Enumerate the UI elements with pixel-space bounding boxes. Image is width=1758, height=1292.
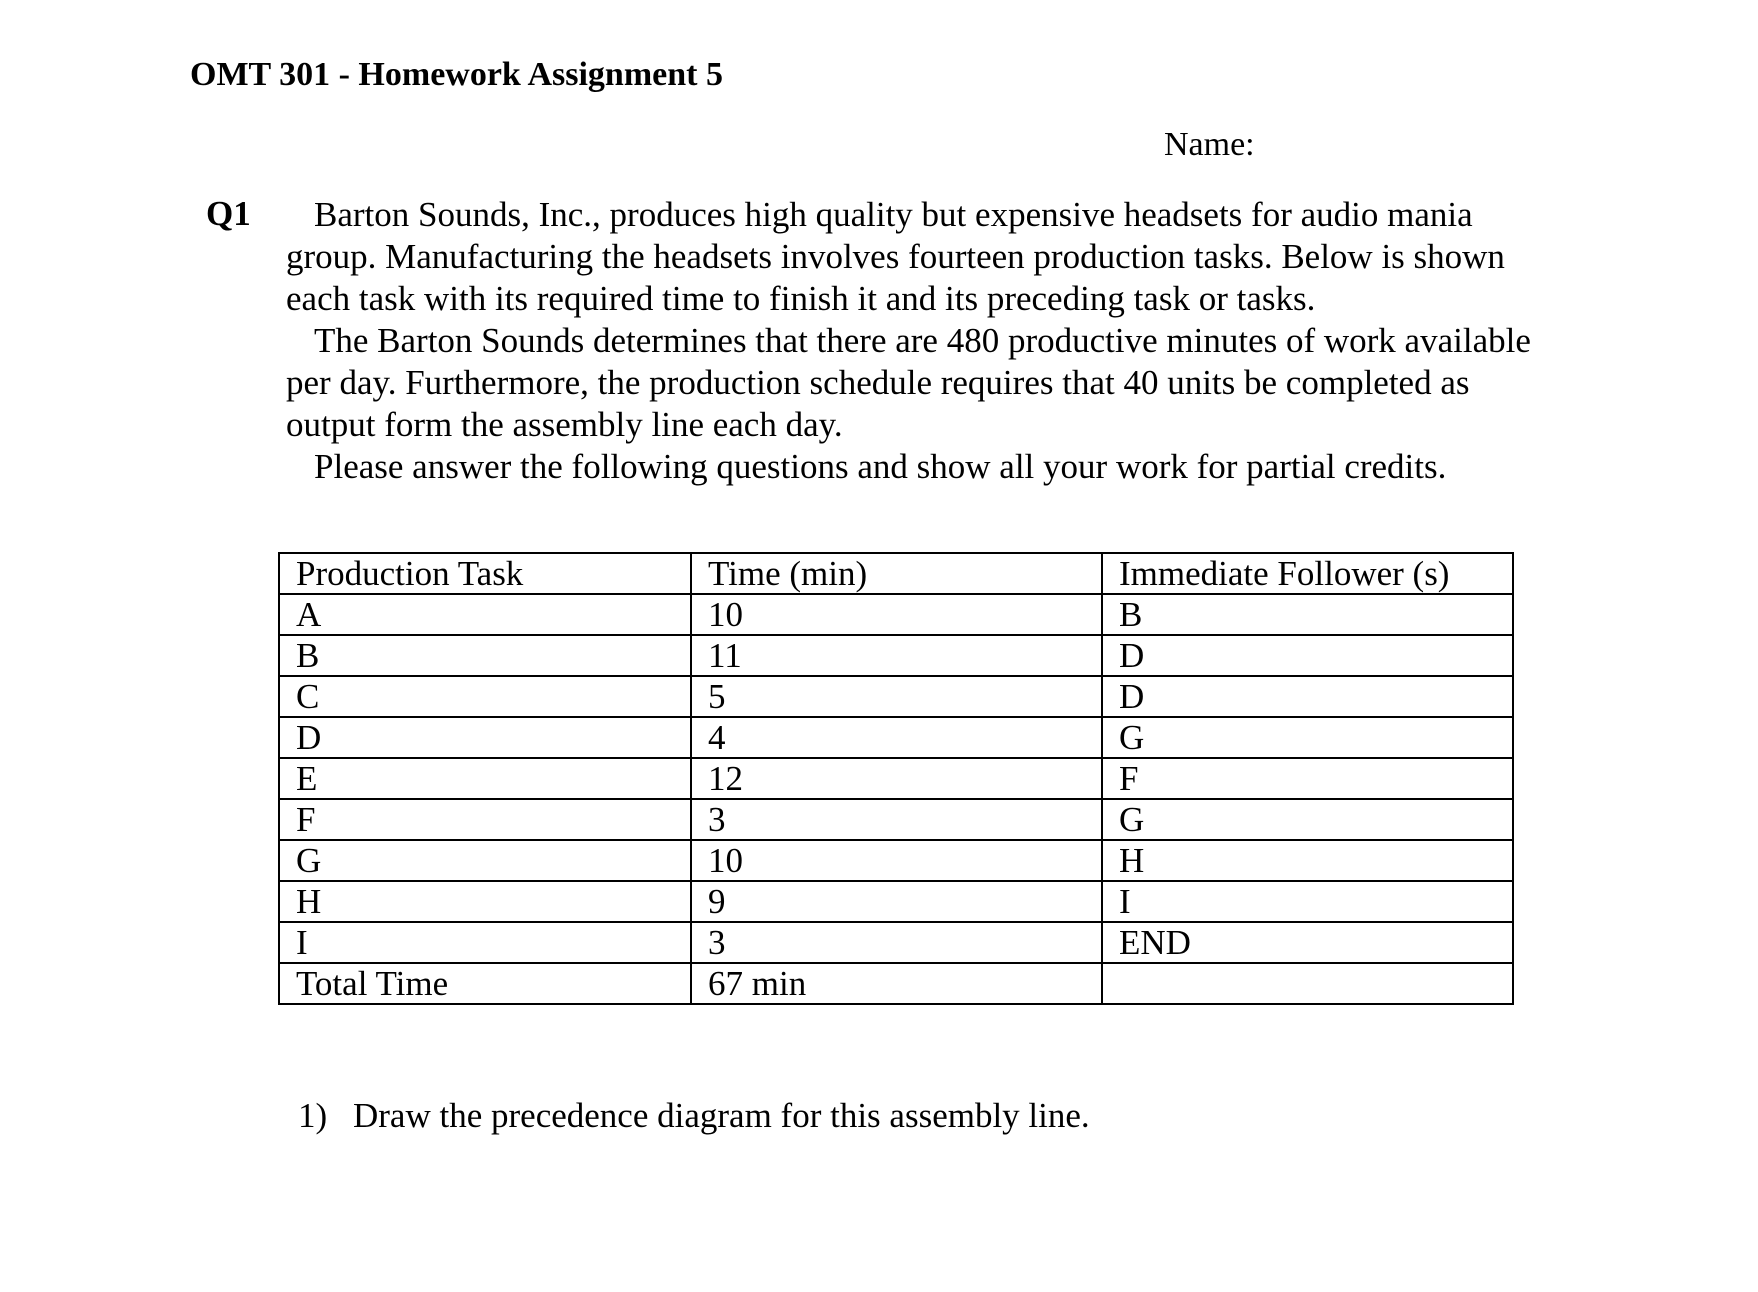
follower-cell: G bbox=[1102, 799, 1513, 840]
time-cell: 9 bbox=[691, 881, 1102, 922]
subquestion-text: Draw the precedence diagram for this assembly line. bbox=[353, 1096, 1090, 1135]
time-cell: 12 bbox=[691, 758, 1102, 799]
table-row bbox=[279, 881, 1513, 922]
table-row bbox=[279, 922, 1513, 963]
paragraph-line: each task with its required time to finish it and its preceding task or tasks. bbox=[286, 279, 1316, 318]
follower-cell: F bbox=[1102, 758, 1513, 799]
total-time-cell: 67 min bbox=[691, 963, 1102, 1004]
problem-paragraph-3 bbox=[286, 446, 1446, 488]
subquestion-1 bbox=[298, 1096, 1090, 1136]
time-cell: 10 bbox=[691, 594, 1102, 635]
follower-cell: H bbox=[1102, 840, 1513, 881]
production-task-table bbox=[278, 552, 1514, 1005]
table-row bbox=[279, 758, 1513, 799]
task-cell: C bbox=[279, 676, 691, 717]
question-label: Q1 bbox=[206, 194, 251, 233]
header-immediate-follower: Immediate Follower (s) bbox=[1102, 553, 1513, 594]
task-cell: D bbox=[279, 717, 691, 758]
paragraph-line: The Barton Sounds determines that there are 480 productive minutes of work available bbox=[314, 321, 1531, 360]
problem-paragraph-1 bbox=[286, 194, 1505, 320]
total-label-cell: Total Time bbox=[279, 963, 691, 1004]
paragraph-line: output form the assembly line each day. bbox=[286, 405, 843, 444]
task-cell: I bbox=[279, 922, 691, 963]
table-row bbox=[279, 594, 1513, 635]
paragraph-line: group. Manufacturing the headsets involves fourteen production tasks. Below is shown bbox=[286, 237, 1505, 276]
subquestion-number: 1) bbox=[298, 1096, 328, 1135]
follower-cell: I bbox=[1102, 881, 1513, 922]
follower-cell: D bbox=[1102, 635, 1513, 676]
table-row bbox=[279, 799, 1513, 840]
follower-cell: END bbox=[1102, 922, 1513, 963]
table-header-row bbox=[279, 553, 1513, 594]
time-cell: 10 bbox=[691, 840, 1102, 881]
assignment-title: OMT 301 - Homework Assignment 5 bbox=[190, 56, 723, 93]
name-label: Name: bbox=[1164, 126, 1255, 163]
task-cell: A bbox=[279, 594, 691, 635]
paragraph-line: per day. Furthermore, the production schedule requires that 40 units be completed as bbox=[286, 363, 1470, 402]
table-row bbox=[279, 635, 1513, 676]
header-production-task: Production Task bbox=[279, 553, 691, 594]
time-cell: 3 bbox=[691, 922, 1102, 963]
time-cell: 5 bbox=[691, 676, 1102, 717]
table-row bbox=[279, 676, 1513, 717]
problem-paragraph-2 bbox=[286, 320, 1531, 446]
paragraph-line: Barton Sounds, Inc., produces high quality but expensive headsets for audio mania bbox=[314, 195, 1473, 234]
table-row bbox=[279, 717, 1513, 758]
total-row bbox=[279, 963, 1513, 1004]
task-cell: H bbox=[279, 881, 691, 922]
paragraph-line: Please answer the following questions and show all your work for partial credits. bbox=[314, 447, 1447, 486]
header-time: Time (min) bbox=[691, 553, 1102, 594]
table-row bbox=[279, 840, 1513, 881]
task-cell: F bbox=[279, 799, 691, 840]
follower-cell: G bbox=[1102, 717, 1513, 758]
task-cell: G bbox=[279, 840, 691, 881]
time-cell: 3 bbox=[691, 799, 1102, 840]
time-cell: 11 bbox=[691, 635, 1102, 676]
empty-cell bbox=[1102, 963, 1513, 1004]
follower-cell: B bbox=[1102, 594, 1513, 635]
task-cell: B bbox=[279, 635, 691, 676]
time-cell: 4 bbox=[691, 717, 1102, 758]
task-cell: E bbox=[279, 758, 691, 799]
follower-cell: D bbox=[1102, 676, 1513, 717]
